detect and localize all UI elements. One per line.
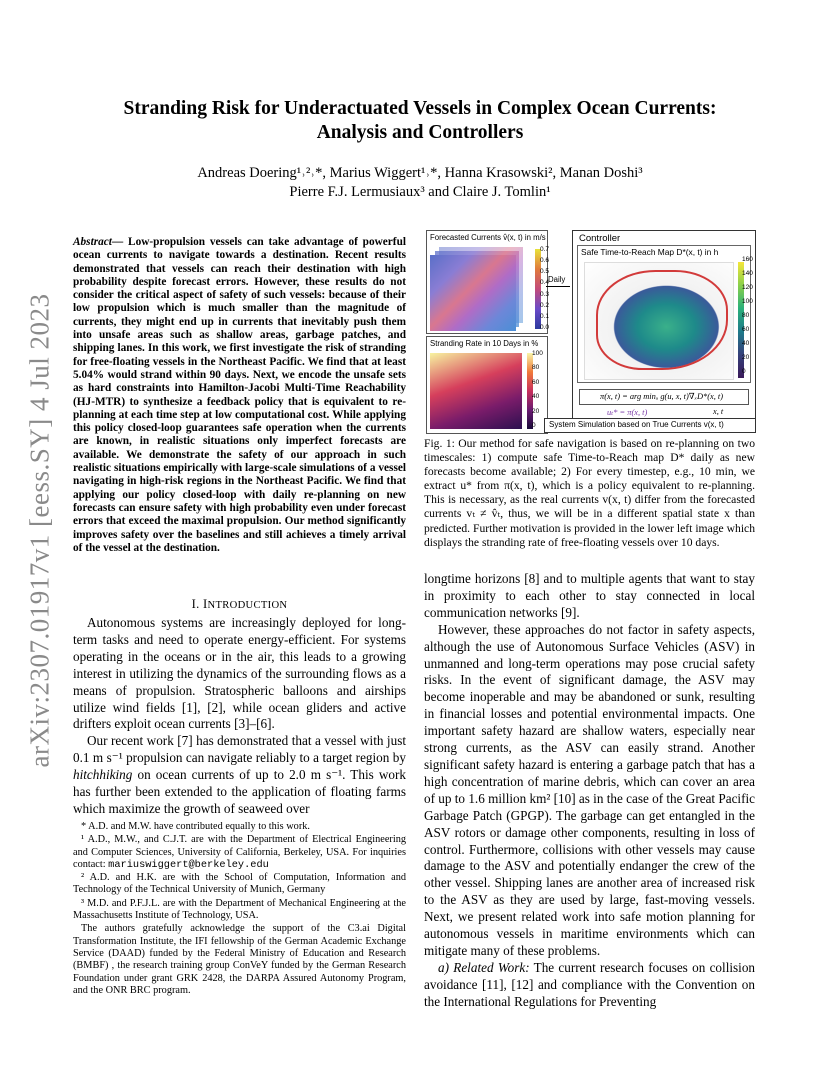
- forecast-currents-map: [430, 255, 516, 331]
- policy-box: π(x, t) = arg minᵤ g(u, x, t)∇ₓD*(x, t): [579, 389, 749, 405]
- currents-tick-label: 0.3: [540, 290, 550, 298]
- ttr-tick-label: 80: [742, 312, 750, 319]
- ttr-tick-label: 20: [742, 354, 750, 361]
- figure-1: [424, 228, 756, 434]
- stranding-tick-label: 40: [532, 393, 540, 401]
- arxiv-stamp: arXiv:2307.01917v1 [eess.SY] 4 Jul 2023: [24, 293, 55, 767]
- currents-tick-label: 0.7: [540, 246, 550, 253]
- simulation-box: System Simulation based on True Currents v(x, t): [544, 418, 756, 433]
- ttr-map-box: Safe Time-to-Reach Map D*(x, t) in h: [577, 245, 751, 383]
- ttr-tick-label: 60: [742, 326, 750, 333]
- controller-box: Controller Safe Time-to-Reach Map D*(x, t) in h π(x, t) = arg minᵤ g(u, x, t)∇ₓD*(x, t) uₜ* = π(x, t) x, t: [572, 230, 756, 432]
- footnotes: * A.D. and M.W. have contributed equally to this work. ¹ A.D., M.W., and C.J.T. are with the Department of Electrical Engineering and Computer Sciences, University of California, Berkeley, USA. For inquiries contact: mariuswiggert@berkeley.edu ² A.D. and H.K. are with the School of Computation, Information and Technology of the Technical University of Munich, Germany ³ M.D. and P.F.J.L. are with the Department of Mechanical Engineering at the Massachusetts Institute of Technology, USA. The authors gratefully acknowledge the support of the C3.ai Digital Transformation Institute, the IFI fellowship of the German Academic Exchange Service (DAAD) funded by the Federal Ministry of Education and Research (BMBF) , the research training group ConVeY funded by the German Research Foundation under grant GRK 2428, the DARPA Assured Autonomy Program, and the ONR BRC program.: [73, 821, 406, 996]
- stranding-tick-label: 60: [532, 378, 540, 386]
- right-paragraph-3: a) Related Work: The current research focuses on collision avoidance [11], [12] and compliance with the Convention on the International Regulations for Preventing: [424, 959, 756, 1009]
- right-paragraph-1: longtime horizons [8] and to multiple agents that want to stay in proximity to each other to stay connected in local communication networks [9].: [424, 571, 755, 620]
- ttr-tick-label: 40: [742, 340, 750, 347]
- stranding-rate-map: [430, 353, 522, 429]
- currents-tick-label: 0.4: [540, 279, 550, 287]
- stranding-tick-label: 80: [532, 364, 540, 372]
- state-label: x, t: [713, 407, 724, 416]
- authors: Andreas Doering¹˒²˒*, Marius Wiggert¹˒*, Hanna Krasowski², Manan Doshi³ Pierre F.J. Lermusiaux³ and Claire J. Tomlin¹: [197, 165, 643, 200]
- paper-title: Stranding Risk for Underactuated Vessels in Complex Ocean Currents: Analysis and Controllers: [123, 98, 717, 143]
- daily-label: Daily: [548, 275, 566, 284]
- intro-text: [73, 615, 406, 818]
- daily-arrow: [546, 286, 570, 287]
- currents-tick-label: 0.2: [540, 301, 550, 309]
- right-column-text: [424, 571, 755, 1011]
- currents-tick-label: 0.1: [540, 312, 550, 320]
- stranding-tick-label: 20: [532, 407, 540, 415]
- ttr-tick-label: 140: [742, 270, 753, 277]
- stranding-tick-label: 0: [532, 422, 536, 429]
- figure-caption: Fig. 1: Our method for safe navigation is based on re-planning on two timescales: 1) compute safe Time-to-Reach map D* daily as new forecasts become available; 2) For every timestep, e.g., 10 min, we extract u* from π(x, t), which is a policy equivalent to re-planning. This is necessary, as the real currents v(x, t) differ from the forecasted currents vₜ ≠ v̂ₜ, thus, we will be in a different spatial state x than predicted. Further motivation is provided in the lower left image which displays the stranding rate of free-floating vessels over 10 days.: [424, 437, 755, 549]
- abstract-text: — Low-propulsion vessels can take advantage of powerful ocean currents to navigate towards a destination. Recent results demonstrated that vessels can reach their destination with high probability despite forecast errors. However, these results do not consider the critical aspect of safety of such vessels: because of their low propulsion which is much smaller than the magnitude of currents, they might end up in currents that inevitably push them into unsafe areas such as shallow areas, garbage patches, and shipping lanes. In this work, we first investigate the risk of stranding for free-floating vessels in the Northeast Pacific. We find that at least 5.04% would strand within 90 days. Next, we encode the unsafe sets as hard constraints into Hamilton-Jacobi Multi-Time Reachability (HJ-MTR) to synthesize a feedback policy that is equivalent to re-planning at each time step at low computational cost. While applying this policy closed-loop guarantees safe operation when the currents are known, in realistic situations only imperfect forecasts are available. We demonstrate the safety of our approach in such realistic situations empirically with large-scale simulations of a vessel navigating in high-risk regions in the Northeast Pacific. We find that applying our policy closed-loop with daily re-planning on new forecasts can ensure safety with high probability even under forecast errors that exceed the maximal propulsion. Our method significantly improves safety over the baselines and still achieves a timely arrival of the vessel at the destination.: [73, 236, 406, 554]
- ttr-tick-label: 100: [742, 298, 753, 305]
- currents-tick-label: 0.6: [540, 257, 550, 265]
- ttr-tick-label: 160: [742, 256, 753, 263]
- forecast-currents-panel: Forecasted Currents v̂(x, t) in m/s: [426, 230, 548, 334]
- abstract-label: Abstract: [73, 236, 112, 248]
- stranding-tick-label: 100: [532, 350, 543, 357]
- currents-tick-label: 0.0: [540, 324, 550, 331]
- intro-paragraph-1: Autonomous systems are increasingly deployed for long-term tasks and need to operate energy-efficient. For systems operating in the oceans or in the air, this leads to a growing interest in utilizing the dynamics of the surrounding flows as a means of propulsion. Stratospheric balloons and airships utilize wind fields [1], [2], while ocean gliders and active drifters exploit ocean currents [3]–[6].: [73, 615, 406, 732]
- ttr-tick-label: 0: [742, 368, 746, 375]
- stranding-rate-panel: Stranding Rate in 10 Days in %: [426, 336, 548, 434]
- u-star-label: uₜ* = π(x, t): [607, 408, 648, 417]
- ttr-tick-label: 120: [742, 284, 753, 291]
- section-heading: I. INTRODUCTION: [191, 597, 288, 611]
- currents-tick-label: 0.5: [540, 268, 550, 276]
- contact-email[interactable]: mariuswiggert@berkeley.edu: [108, 858, 269, 871]
- abstract: [73, 236, 406, 555]
- intro-paragraph-2: Our recent work [7] has demonstrated that a vessel with just 0.1 m s⁻¹ propulsion can navigate reliably to a target region by hitchhiking on ocean currents of up to 2.0 m s⁻¹. This work has further been extended to the application of floating farms which maximize the growth of seaweed over: [73, 733, 406, 816]
- right-paragraph-2: However, these approaches do not factor in safety aspects, although the use of Autonomous Surface Vehicles (ASV) in unmanned and long-term operations may pose crucial safety risks. In the event of significant damage, the ASV may become inoperable and may be abandoned or sunk, resulting in financial losses and potential environmental impacts. One important safety hazard are shallow waters, especially near strong currents, as the ASV can easily strand. Another significant safety hazard is entering a garbage patch that has a high concentration of marine debris, which can cover an area of up to 1.6 million km² [10] as in the case of the Great Pacific Garbage Patch (GPGP). The garbage can get entangled in the ASV rotors or damage other components, resulting in loss of control. Furthermore, collisions with other vessels may cause damage to the ASV and potentially endanger the crew of the other vessel. Shipping lanes are another area of increased risk to the ASV as they are used by large, fast-moving vessels. Next, we present related work into safe motion planning for autonomous vessels in maritime environments which can mitigate many of these problems.: [424, 621, 755, 958]
- unsafe-boundary: [596, 270, 728, 370]
